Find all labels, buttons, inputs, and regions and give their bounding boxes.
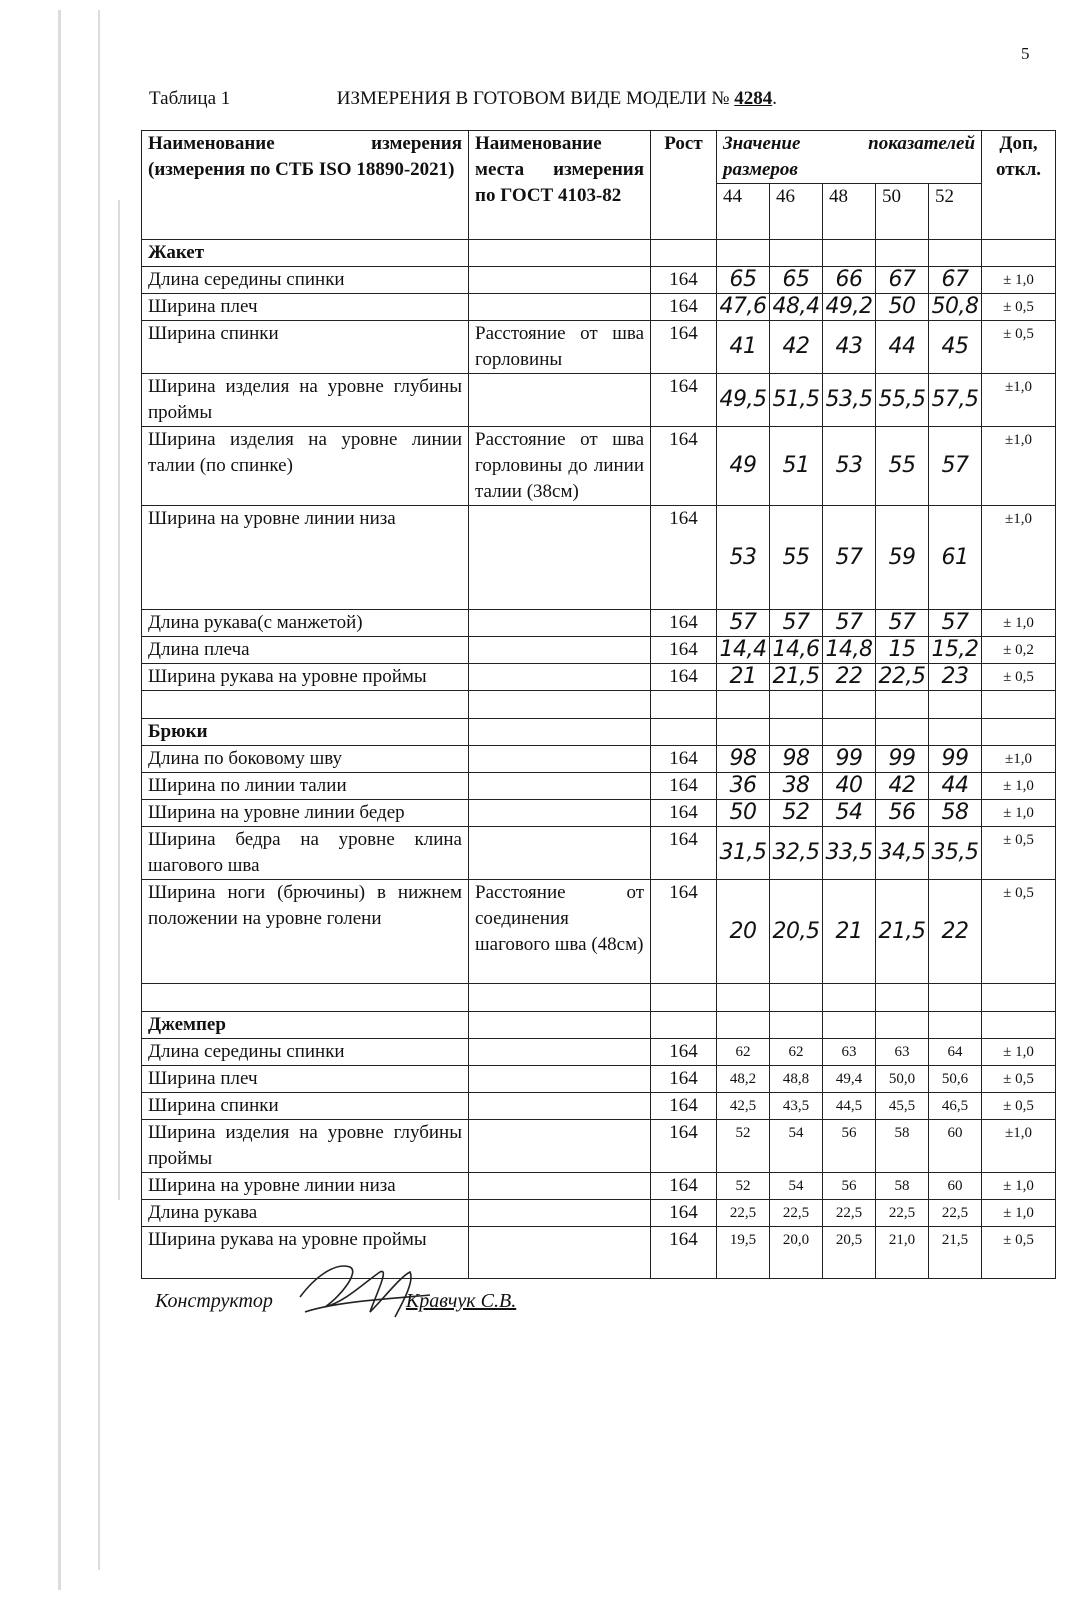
measurement-name: Ширина спинки (142, 1093, 469, 1120)
table-row (142, 746, 1056, 773)
size-value: 50,6 (929, 1066, 982, 1093)
tolerance-value: ±1,0 (982, 746, 1056, 773)
size-value: 57 (929, 610, 982, 637)
tolerance-value: ± 0,5 (982, 880, 1056, 984)
tolerance-value: ±1,0 (982, 1120, 1056, 1173)
size-value: 53 (717, 506, 770, 610)
size-value: 21,5 (929, 1227, 982, 1279)
size-value: 99 (929, 746, 982, 773)
table-caption (149, 88, 777, 110)
measurement-name: Длина рукава(с манжетой) (142, 610, 469, 637)
measurement-place (469, 1227, 651, 1279)
section-row (142, 719, 1056, 746)
size-value: 57 (876, 610, 929, 637)
size-header: 46 (770, 184, 823, 240)
size-value: 35,5 (929, 827, 982, 880)
size-value: 48,2 (717, 1066, 770, 1093)
size-value: 42 (770, 321, 823, 374)
table-row (142, 664, 1056, 691)
size-value: 52 (770, 800, 823, 827)
tolerance-value: ± 0,5 (982, 1066, 1056, 1093)
size-value: 22,5 (717, 1200, 770, 1227)
tolerance-value: ± 0,5 (982, 664, 1056, 691)
size-value: 14,6 (770, 637, 823, 664)
size-value: 55,5 (876, 374, 929, 427)
tolerance-value: ± 0,2 (982, 637, 1056, 664)
measurement-name: Ширина на уровне линии низа (142, 506, 469, 610)
size-value: 31,5 (717, 827, 770, 880)
size-value: 65 (770, 267, 823, 294)
tolerance-value: ± 0,5 (982, 1227, 1056, 1279)
tolerance-value: ± 0,5 (982, 827, 1056, 880)
height-value: 164 (651, 1039, 717, 1066)
size-value: 22,5 (823, 1200, 876, 1227)
table-row (142, 1227, 1056, 1279)
measurement-name: Ширина по линии талии (142, 773, 469, 800)
size-value: 15 (876, 637, 929, 664)
table-row (142, 506, 1056, 610)
size-value: 98 (770, 746, 823, 773)
tolerance-value: ± 0,5 (982, 1093, 1056, 1120)
scan-artifact (118, 200, 120, 1200)
section-title: Брюки (142, 719, 469, 746)
height-value: 164 (651, 1200, 717, 1227)
size-value: 59 (876, 506, 929, 610)
size-value: 65 (717, 267, 770, 294)
measurement-name: Ширина плеч (142, 294, 469, 321)
model-number: 4284 (734, 88, 773, 109)
tolerance-value: ± 1,0 (982, 773, 1056, 800)
measurement-name: Ширина рукава на уровне проймы (142, 664, 469, 691)
size-value: 20 (717, 880, 770, 984)
measurement-name: Длина плеча (142, 637, 469, 664)
size-value: 22,5 (876, 1200, 929, 1227)
section-title: Джемпер (142, 1012, 469, 1039)
scan-artifact (58, 10, 61, 1590)
measurement-place (469, 1039, 651, 1066)
header-measurement-place: Наименование места измерения по ГОСТ 4103-82 (469, 131, 651, 240)
size-value: 57 (717, 610, 770, 637)
size-value: 60 (929, 1120, 982, 1173)
size-value: 61 (929, 506, 982, 610)
table-row (142, 1120, 1056, 1173)
size-value: 49 (717, 427, 770, 506)
measurement-place (469, 1200, 651, 1227)
size-value: 67 (929, 267, 982, 294)
size-value: 66 (823, 267, 876, 294)
size-value: 98 (717, 746, 770, 773)
measurement-name: Длина рукава (142, 1200, 469, 1227)
measurement-place (469, 1093, 651, 1120)
size-value: 46,5 (929, 1093, 982, 1120)
size-value: 48,4 (770, 294, 823, 321)
size-value: 41 (717, 321, 770, 374)
size-value: 33,5 (823, 827, 876, 880)
height-value: 164 (651, 374, 717, 427)
spacer-row (142, 984, 1056, 1012)
height-value: 164 (651, 294, 717, 321)
size-value: 15,2 (929, 637, 982, 664)
table-row (142, 1039, 1056, 1066)
measurement-place (469, 800, 651, 827)
size-value: 62 (717, 1039, 770, 1066)
size-value: 58 (876, 1173, 929, 1200)
size-value: 22 (929, 880, 982, 984)
measurement-place (469, 1173, 651, 1200)
measurement-name: Ширина изделия на уровне глубины проймы (142, 374, 469, 427)
measurement-place (469, 664, 651, 691)
size-value: 57 (823, 610, 876, 637)
size-value: 47,6 (717, 294, 770, 321)
measurement-name: Длина середины спинки (142, 1039, 469, 1066)
size-value: 48,8 (770, 1066, 823, 1093)
size-value: 50 (876, 294, 929, 321)
section-row (142, 1012, 1056, 1039)
spacer-row (142, 691, 1056, 719)
height-value: 164 (651, 1093, 717, 1120)
height-value: 164 (651, 427, 717, 506)
tolerance-value: ± 1,0 (982, 800, 1056, 827)
measurement-place (469, 773, 651, 800)
header-height: Рост (651, 131, 717, 240)
height-value: 164 (651, 267, 717, 294)
size-value: 20,5 (770, 880, 823, 984)
table-row (142, 773, 1056, 800)
table-row (142, 880, 1056, 984)
size-value: 44 (929, 773, 982, 800)
size-value: 38 (770, 773, 823, 800)
size-value: 20,0 (770, 1227, 823, 1279)
size-value: 53 (823, 427, 876, 506)
size-value: 57 (823, 506, 876, 610)
signer-name: Кравчук С.В. (405, 1290, 517, 1312)
measurement-place (469, 746, 651, 773)
height-value: 164 (651, 800, 717, 827)
measurement-name: Длина середины спинки (142, 267, 469, 294)
size-value: 56 (823, 1120, 876, 1173)
size-value: 21 (717, 664, 770, 691)
size-value: 56 (876, 800, 929, 827)
size-value: 99 (823, 746, 876, 773)
table-row (142, 827, 1056, 880)
size-value: 64 (929, 1039, 982, 1066)
size-value: 14,4 (717, 637, 770, 664)
measurement-place (469, 506, 651, 610)
table-row (142, 1200, 1056, 1227)
size-value: 19,5 (717, 1227, 770, 1279)
tolerance-value: ±1,0 (982, 506, 1056, 610)
size-value: 67 (876, 267, 929, 294)
header-size-values: Значение показателей размеров (717, 131, 982, 184)
size-value: 49,5 (717, 374, 770, 427)
size-value: 49,4 (823, 1066, 876, 1093)
tolerance-value: ± 1,0 (982, 1039, 1056, 1066)
tolerance-value: ± 1,0 (982, 1200, 1056, 1227)
size-value: 63 (823, 1039, 876, 1066)
table-label: Таблица 1 (149, 88, 231, 109)
measurement-place (469, 637, 651, 664)
size-value: 42,5 (717, 1093, 770, 1120)
table-row (142, 294, 1056, 321)
size-value: 21,5 (770, 664, 823, 691)
size-value: 40 (823, 773, 876, 800)
page-number: 5 (1021, 44, 1030, 63)
size-value: 51,5 (770, 374, 823, 427)
size-value: 14,8 (823, 637, 876, 664)
measurement-name: Ширина спинки (142, 321, 469, 374)
title-end: . (772, 88, 777, 109)
measurement-name: Ширина изделия на уровне глубины проймы (142, 1120, 469, 1173)
size-value: 32,5 (770, 827, 823, 880)
size-header: 48 (823, 184, 876, 240)
size-header: 52 (929, 184, 982, 240)
header-tolerance: Доп, откл. (982, 131, 1056, 240)
size-value: 63 (876, 1039, 929, 1066)
table-row (142, 1093, 1056, 1120)
size-value: 45 (929, 321, 982, 374)
header-measurement-name: Наименование измерения (измерения по СТБ ISO 18890-2021) (142, 131, 469, 240)
tolerance-value: ±1,0 (982, 374, 1056, 427)
size-value: 22,5 (770, 1200, 823, 1227)
height-value: 164 (651, 321, 717, 374)
size-value: 62 (770, 1039, 823, 1066)
height-value: 164 (651, 664, 717, 691)
height-value: 164 (651, 1120, 717, 1173)
size-value: 52 (717, 1173, 770, 1200)
size-value: 57,5 (929, 374, 982, 427)
tolerance-value: ± 1,0 (982, 610, 1056, 637)
size-value: 44 (876, 321, 929, 374)
measurement-place (469, 267, 651, 294)
measurement-place (469, 1066, 651, 1093)
height-value: 164 (651, 773, 717, 800)
measurement-place (469, 610, 651, 637)
measurement-place (469, 827, 651, 880)
height-value: 164 (651, 880, 717, 984)
table-row (142, 374, 1056, 427)
measurement-name: Ширина ноги (брючины) в нижнем положении на уровне голени (142, 880, 469, 984)
table-row (142, 610, 1056, 637)
size-value: 21,0 (876, 1227, 929, 1279)
size-value: 56 (823, 1173, 876, 1200)
tolerance-value: ±1,0 (982, 427, 1056, 506)
measurement-place: Расстояние от соединения шагового шва (48см) (469, 880, 651, 984)
size-value: 55 (770, 506, 823, 610)
size-value: 99 (876, 746, 929, 773)
size-value: 55 (876, 427, 929, 506)
size-value: 43,5 (770, 1093, 823, 1120)
height-value: 164 (651, 610, 717, 637)
table-row (142, 267, 1056, 294)
measurement-name: Длина по боковому шву (142, 746, 469, 773)
section-row (142, 240, 1056, 267)
table-row (142, 800, 1056, 827)
measurement-name: Ширина рукава на уровне проймы (142, 1227, 469, 1279)
measurement-place (469, 294, 651, 321)
measurement-name: Ширина бедра на уровне клина шагового шва (142, 827, 469, 880)
height-value: 164 (651, 746, 717, 773)
height-value: 164 (651, 506, 717, 610)
size-value: 43 (823, 321, 876, 374)
size-value: 22,5 (876, 664, 929, 691)
table-row (142, 321, 1056, 374)
size-value: 54 (770, 1120, 823, 1173)
size-value: 20,5 (823, 1227, 876, 1279)
size-header: 50 (876, 184, 929, 240)
height-value: 164 (651, 827, 717, 880)
table-row (142, 1173, 1056, 1200)
measurement-name: Ширина изделия на уровне линии талии (по спинке) (142, 427, 469, 506)
size-value: 49,2 (823, 294, 876, 321)
measurement-place (469, 1120, 651, 1173)
size-value: 51 (770, 427, 823, 506)
height-value: 164 (651, 1066, 717, 1093)
size-value: 60 (929, 1173, 982, 1200)
tolerance-value: ± 0,5 (982, 321, 1056, 374)
size-value: 22,5 (929, 1200, 982, 1227)
size-value: 45,5 (876, 1093, 929, 1120)
measurement-place: Расстояние от шва горловины до линии талии (38см) (469, 427, 651, 506)
size-value: 57 (770, 610, 823, 637)
size-value: 50,0 (876, 1066, 929, 1093)
size-value: 22 (823, 664, 876, 691)
measurement-name: Ширина на уровне линии низа (142, 1173, 469, 1200)
size-value: 58 (876, 1120, 929, 1173)
size-value: 57 (929, 427, 982, 506)
size-value: 36 (717, 773, 770, 800)
size-value: 53,5 (823, 374, 876, 427)
section-title: Жакет (142, 240, 469, 267)
size-value: 23 (929, 664, 982, 691)
height-value: 164 (651, 1227, 717, 1279)
size-value: 34,5 (876, 827, 929, 880)
measurement-place (469, 374, 651, 427)
table-row (142, 637, 1056, 664)
measurements-table (141, 130, 1056, 1279)
signer-role: Конструктор (155, 1290, 273, 1312)
tolerance-value: ± 1,0 (982, 1173, 1056, 1200)
size-value: 54 (823, 800, 876, 827)
tolerance-value: ± 1,0 (982, 267, 1056, 294)
size-value: 54 (770, 1173, 823, 1200)
size-value: 58 (929, 800, 982, 827)
table-title: ИЗМЕРЕНИЯ В ГОТОВОМ ВИДЕ МОДЕЛИ № (336, 88, 730, 109)
measurement-name: Ширина на уровне линии бедер (142, 800, 469, 827)
size-header: 44 (717, 184, 770, 240)
size-value: 21 (823, 880, 876, 984)
height-value: 164 (651, 637, 717, 664)
size-value: 50 (717, 800, 770, 827)
size-value: 44,5 (823, 1093, 876, 1120)
handwritten-signature (295, 1257, 435, 1327)
size-value: 21,5 (876, 880, 929, 984)
measurement-name: Ширина плеч (142, 1066, 469, 1093)
scan-artifact (98, 10, 100, 1570)
size-value: 50,8 (929, 294, 982, 321)
tolerance-value: ± 0,5 (982, 294, 1056, 321)
table-row (142, 1066, 1056, 1093)
size-value: 52 (717, 1120, 770, 1173)
measurement-place: Расстояние от шва горловины (469, 321, 651, 374)
height-value: 164 (651, 1173, 717, 1200)
size-value: 42 (876, 773, 929, 800)
table-row (142, 427, 1056, 506)
